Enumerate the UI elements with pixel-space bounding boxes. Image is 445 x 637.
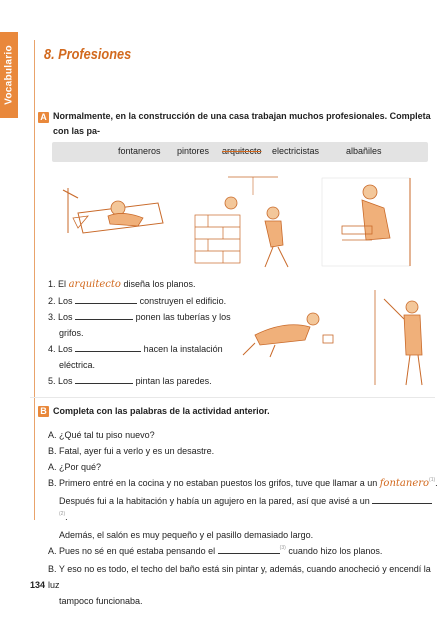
list-item: 5. Los pintan las paredes. xyxy=(48,376,212,386)
side-tab xyxy=(0,32,18,118)
answer-arquitecto: arquitecto xyxy=(68,279,121,290)
answer-fontanero: fontanero xyxy=(379,478,430,489)
page-number: 134 xyxy=(30,580,46,590)
answer-blank[interactable] xyxy=(75,311,133,320)
list-item: 3. Los ponen las tuberías y los grifos. xyxy=(48,312,231,338)
word-electricistas: electricistas xyxy=(272,146,320,156)
dialogue xyxy=(48,427,438,609)
section-divider xyxy=(30,397,435,398)
word-box xyxy=(52,142,428,162)
list-item: 1. El arquitecto diseña los planos. xyxy=(48,279,196,290)
word-arquitecto: arquitecto xyxy=(222,146,262,156)
list-item: 4. Los hacen la instalación eléctrica. xyxy=(48,344,223,370)
section-b-badge: B xyxy=(38,406,49,417)
word-pintores: pintores xyxy=(177,146,210,156)
word-albaniles: albañiles xyxy=(346,146,382,156)
dialogue-line: A. Pues no sé en qué estaba pensando el $^{(3)}$ cuando hizo los planos. xyxy=(48,545,383,556)
dialogue-line: A. ¿Qué tal tu piso nuevo? xyxy=(48,430,155,440)
dialogue-line: B. Fatal, ayer fui a verlo y es un desastre. xyxy=(48,446,215,456)
answer-blank[interactable] xyxy=(372,495,432,504)
margin-rule xyxy=(34,40,35,520)
instruction-line-1: Normalmente, en la construcción de una casa trabajan muchos profesionales. Completa con las pa- xyxy=(53,111,431,136)
word-fontaneros: fontaneros xyxy=(118,146,161,156)
painter-illustration xyxy=(370,285,435,390)
section-a-list xyxy=(48,276,248,389)
architect-illustration xyxy=(48,178,166,240)
electrician-illustration xyxy=(235,305,345,360)
answer-blank[interactable] xyxy=(75,295,137,304)
side-tab-label: Vocabulario xyxy=(3,45,15,105)
page-title: 8. Profesiones xyxy=(44,46,132,63)
answer-blank[interactable] xyxy=(75,375,133,384)
bricklayer-illustration xyxy=(193,175,303,270)
dialogue-line: B. Primero entré en la cocina y no estaban puestos los grifos, tuve que llamar a un fontanero$^{(1)}$. Después fui a la habitación y había un agujero en la pared, así que avisé a un $^{(2)}$. Además, el salón es muy pequeño y el pasillo demasiado largo. xyxy=(48,477,438,540)
section-a-badge: A xyxy=(38,112,49,123)
dialogue-line: B. Y eso no es todo, el techo del baño está sin pintar y, además, cuando anocheció y encendí la luz tampoco funcionaba. xyxy=(48,564,431,606)
plumber-illustration xyxy=(322,178,412,268)
dialogue-line: A. ¿Por qué? xyxy=(48,462,102,472)
section-b-instruction: Completa con las palabras de la actividad anterior. xyxy=(53,406,270,416)
list-item: 2. Los construyen el edificio. xyxy=(48,296,227,306)
answer-blank[interactable] xyxy=(218,545,280,554)
answer-blank[interactable] xyxy=(75,343,141,352)
